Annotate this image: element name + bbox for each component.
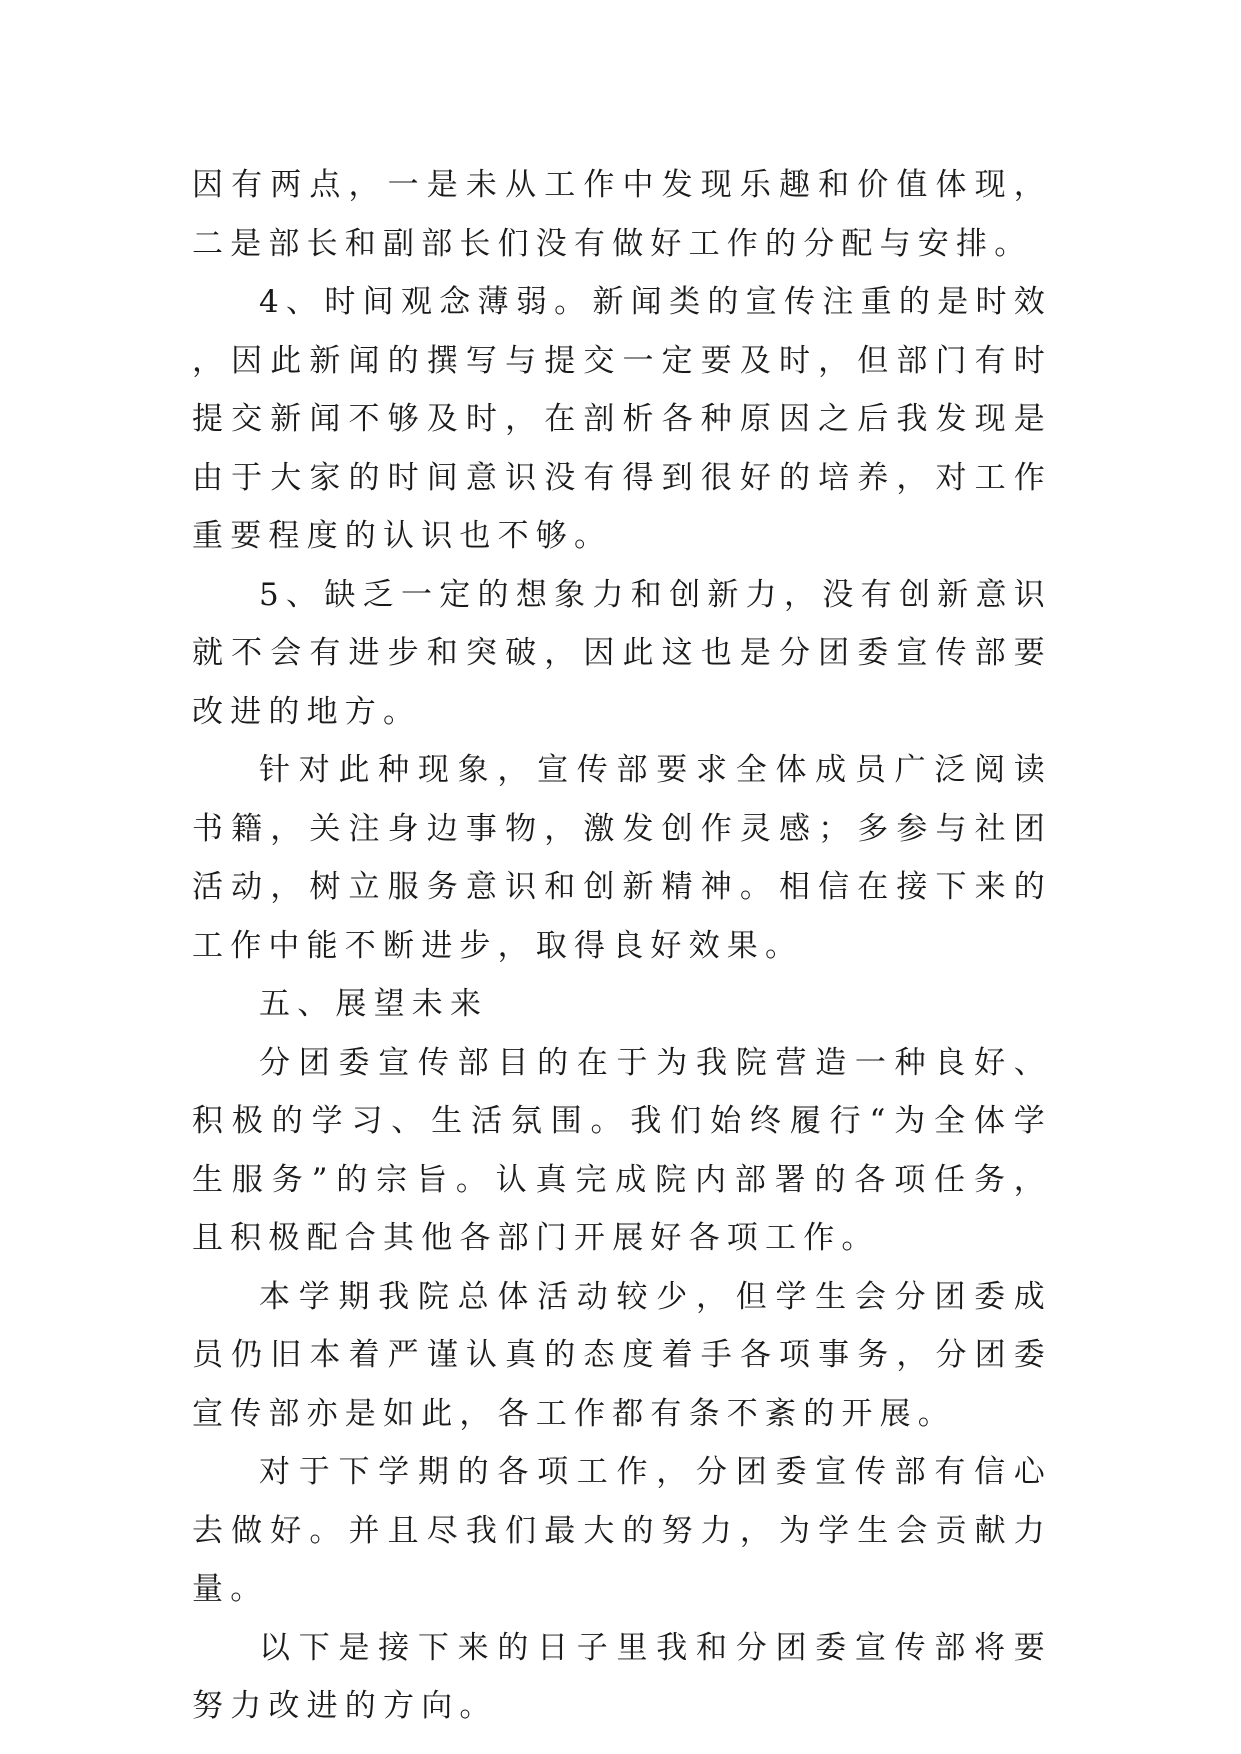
section-heading-outlook: 五、展望未来 [259,986,489,1022]
paragraph-continuation: 因有两点，一是未从工作中发现乐趣和价值体现，二是部长和副部长们没有做好工作的分配与安排。 [192,167,1052,262]
paragraph-time-concept: 4、时间观念薄弱。新闻类的宣传注重的是时效，因此新闻的撰写与提交一定要及时，但部门有时提交新闻不够及时，在剖析各种原因之后我发现是由于大家的时间意识没有得到很好的培养，对工作重要程度的认识也不够。 [192,284,1052,554]
paragraph-measures: 针对此种现象，宣传部要求全体成员广泛阅读书籍，关注身边事物，激发创作灵感；多参与社团活动，树立服务意识和创新精神。相信在接下来的工作中能不断进步，取得良好效果。 [192,752,1052,964]
paragraph-innovation: 5、缺乏一定的想象力和创新力，没有创新意识就不会有进步和突破，因此这也是分团委宣传部要改进的地方。 [192,576,1052,730]
paragraph-purpose: 分团委宣传部目的在于为我院营造一种良好、积极的学习、生活氛围。我们始终履行“为全体学生服务”的宗旨。认真完成院内部署的各项任务，且积极配合其他各部门开展好各项工作。 [192,1044,1052,1256]
document-body [192,156,1052,1736]
paragraph-semester-review: 本学期我院总体活动较少，但学生会分团委成员仍旧本着严谨认真的态度着手各项事务，分团委宣传部亦是如此，各工作都有条不紊的开展。 [192,1278,1052,1432]
paragraph-improvement-intro: 以下是接下来的日子里我和分团委宣传部将要努力改进的方向。 [192,1629,1052,1724]
paragraph-next-semester: 对于下学期的各项工作，分团委宣传部有信心去做好。并且尽我们最大的努力，为学生会贡献力量。 [192,1454,1052,1607]
